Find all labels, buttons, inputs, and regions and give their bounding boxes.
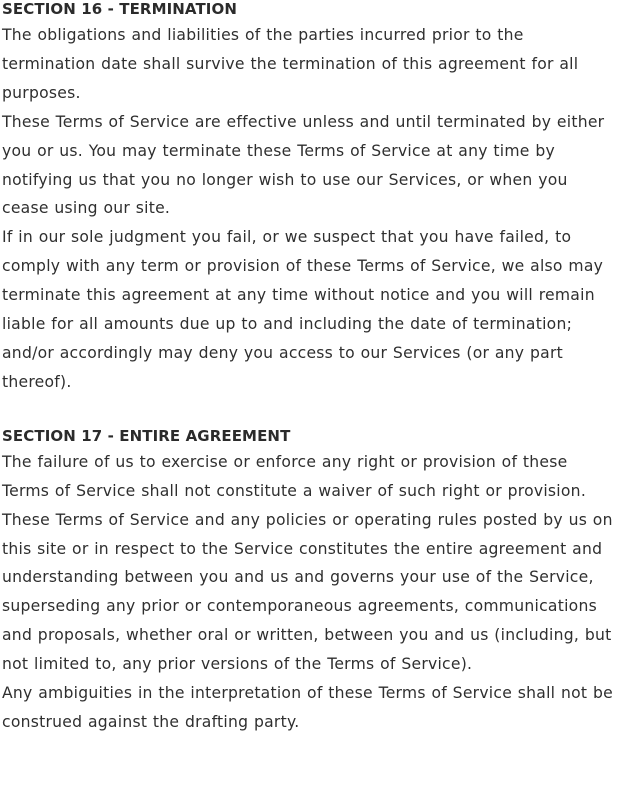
section-entire-agreement bbox=[2, 426, 618, 737]
section-termination bbox=[2, 0, 618, 397]
section-paragraph: The failure of us to exercise or enforce any right or provision of these Terms of Service shall not constitute a waiver of such right or provision. bbox=[2, 452, 587, 500]
section-heading: SECTION 16 - TERMINATION bbox=[2, 0, 237, 18]
section-paragraph: If in our sole judgment you fail, or we suspect that you have failed, to comply with any term or provision of these Terms of Service, we also may terminate this agreement at any time without notice and you will remain liable for all amounts due up to and including the date of termination; and/or accordingly may deny you access to our Services (or any part thereof). bbox=[2, 228, 604, 391]
section-heading: SECTION 17 - ENTIRE AGREEMENT bbox=[2, 426, 291, 445]
section-paragraph: The obligations and liabilities of the parties incurred prior to the termination date shall survive the termination of this agreement for all purposes. bbox=[2, 26, 579, 102]
section-paragraph: Any ambiguities in the interpretation of these Terms of Service shall not be construed against the drafting party. bbox=[2, 684, 613, 731]
section-paragraph: These Terms of Service and any policies or operating rules posted by us on this site or in respect to the Service constitutes the entire agreement and understanding between you and us and governs your use of the Service, superseding any prior or contemporaneous agreements, communications and proposals, whether oral or written, between you and us (including, but not limited to, any prior versions of the Terms of Service). bbox=[2, 510, 613, 674]
section-paragraph: These Terms of Service are effective unless and until terminated by either you or us. You may terminate these Terms of Service at any time by notifying us that you no longer wish to use our Services, or when you cease using our site. bbox=[2, 112, 605, 218]
